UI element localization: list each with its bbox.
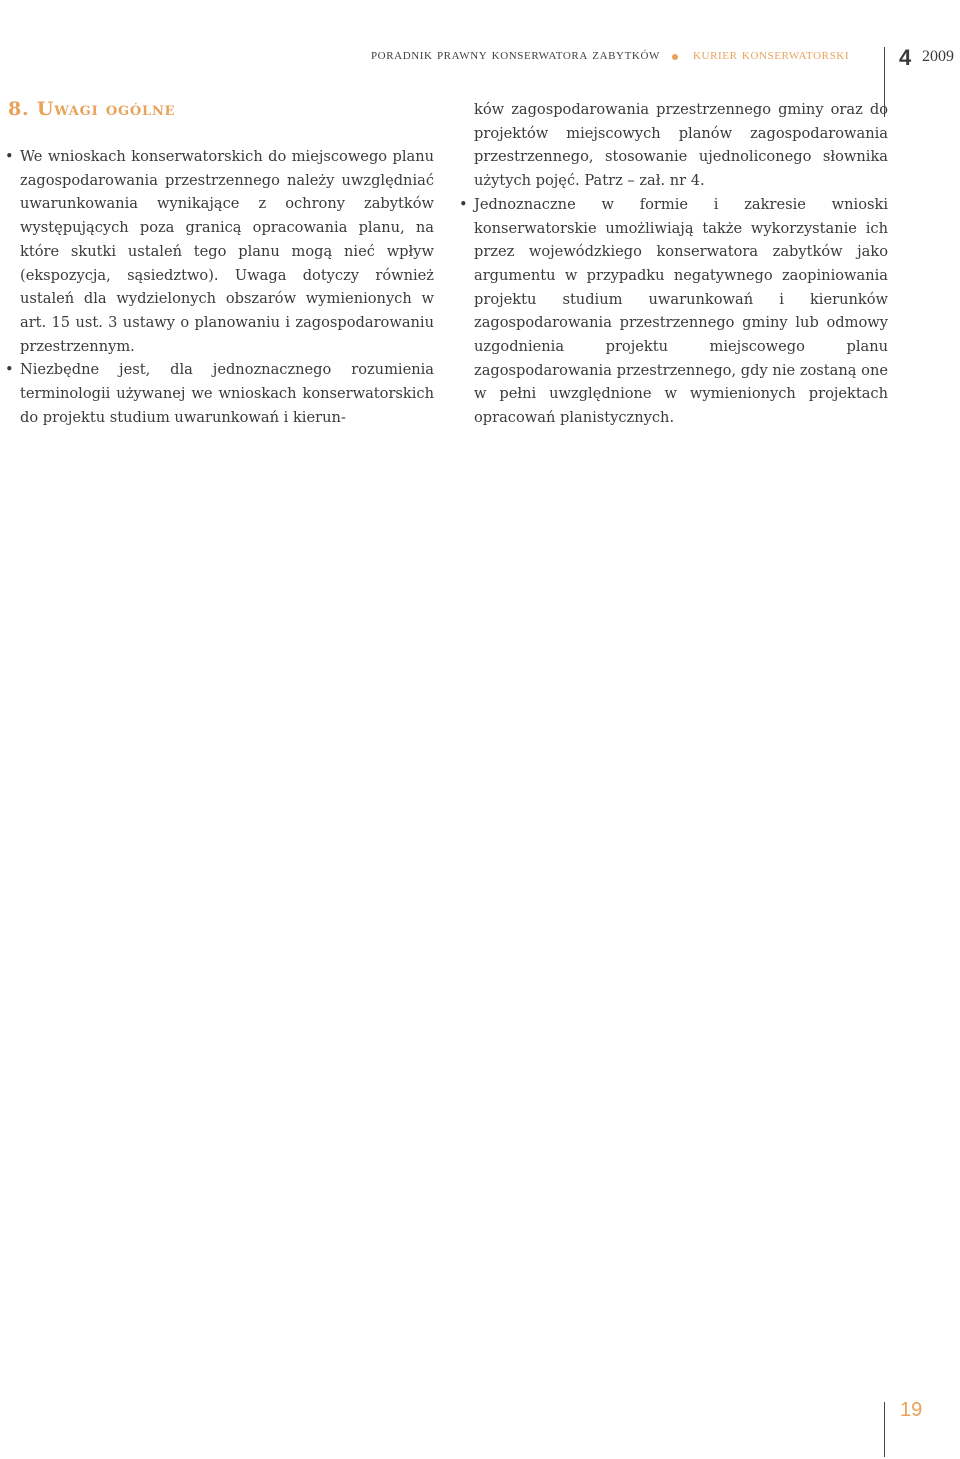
publication-title: poradnik prawny konserwatora zabytków	[370, 47, 660, 63]
list-item-text: Jednoznaczne w formie i zakresie wnioski konserwatorskie umożliwiają także wykorzystanie ich przez wojewódzkiego konserwatora zabytków jako argumentu w przypadku negatywnego zaopiniowania projektu studium uwarunkowań i kierunków zagospodarowania przestrzennego gminy lub odmowy uzgodnienia projektu miejscowego planu zagospodarowania przestrzennego, gdy nie zostaną one w pełni uwzględnione w wymienionych projektach opracowań planistycznych.	[474, 195, 888, 427]
footer-divider	[884, 1402, 885, 1457]
journal-title: kurier konserwatorski	[693, 47, 850, 63]
bullet-icon: •	[5, 148, 14, 165]
list-item-text: Niezbędne jest, dla jednoznacznego rozumienia terminologii używanej we wnioskach konserwatorskich do projektu studium uwarunkowań i kierun-	[20, 361, 434, 426]
running-header	[0, 45, 960, 69]
issue-year: 2009	[922, 48, 954, 65]
list-item-text: We wnioskach konserwatorskich do miejscowego planu zagospodarowania przestrzennego należy uwzględniać uwarunkowania wynikające z ochrony zabytków występujących poza granicą opracowania planu, na które skutki ustaleń tego planu mogą nieć wpływ (ekspozycja, sąsiedztwo). Uwaga dotyczy również ustaleń dla wydzielonych obszarów wymienionych w art. 15 ust. 3 ustawy o planowaniu i zagospodarowaniu przestrzennym.	[20, 148, 434, 355]
section-title: Uwagi ogólne	[36, 98, 176, 120]
section-number: 8.	[8, 98, 30, 120]
list-item	[5, 358, 434, 429]
list-item	[5, 145, 434, 358]
list-item	[459, 193, 888, 430]
left-column	[5, 145, 434, 429]
continued-paragraph: ków zagospodarowania przestrzennego gminy oraz do projektów miejscowych planów zagospodarowania przestrzennego, stosowanie ujednoliconego słownika użytych pojęć. Patrz – zał. nr 4.	[474, 101, 888, 190]
right-column	[459, 98, 888, 430]
separator-dot-icon	[672, 54, 678, 60]
bullet-icon: •	[5, 361, 14, 379]
bullet-icon: •	[459, 195, 468, 213]
page-number: 19	[900, 1399, 923, 1421]
section-heading	[8, 98, 175, 120]
issue-number: 4	[899, 45, 912, 70]
